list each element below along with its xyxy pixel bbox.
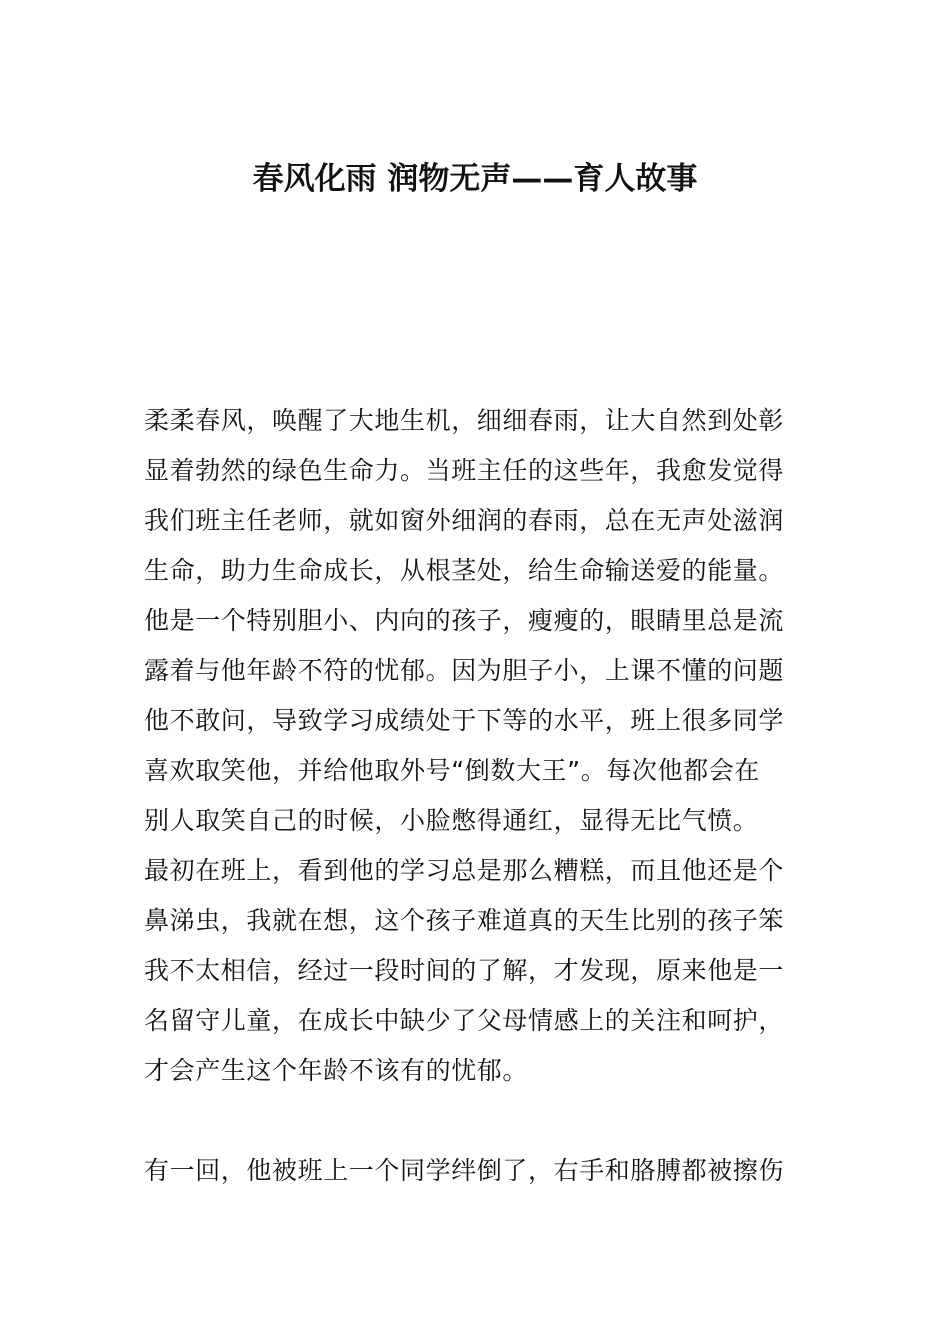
- body-line: 我们班主任老师，就如窗外细润的春雨，总在无声处滋润: [144, 506, 785, 535]
- body-line: 他不敢问，导致学习成绩处于下等的水平，班上很多同学: [144, 706, 785, 735]
- body-line: 柔柔春风，唤醒了大地生机，细细春雨，让大自然到处彰: [144, 406, 785, 435]
- body-line: 喜欢取笑他，并给他取外号“倒数大王”。每次他都会在: [144, 756, 760, 785]
- body-line: 有一回，他被班上一个同学绊倒了，右手和胳膊都被擦伤: [144, 1156, 785, 1185]
- body-line: 生命，助力生命成长，从根茎处，给生命输送爱的能量。: [144, 556, 785, 585]
- body-line: 名留守儿童，在成长中缺少了父母情感上的关注和呵护，: [144, 1006, 785, 1035]
- body-line: 他是一个特别胆小、内向的孩子，瘦瘦的，眼睛里总是流: [144, 606, 785, 635]
- document-title: 春风化雨 润物无声——育人故事: [252, 161, 698, 197]
- body-line: 最初在班上，看到他的学习总是那么糟糕，而且他还是个: [144, 856, 785, 885]
- paragraph-gap: [144, 1096, 814, 1146]
- document-body: [144, 396, 814, 1196]
- body-line: 鼻涕虫，我就在想，这个孩子难道真的天生比别的孩子笨: [144, 906, 785, 935]
- body-line: 才会产生这个年龄不该有的忧郁。: [144, 1056, 529, 1085]
- body-line: 我不太相信，经过一段时间的了解，才发现，原来他是一: [144, 956, 785, 985]
- body-line: 别人取笑自己的时候，小脸憋得通红，显得无比气愤。: [144, 806, 759, 835]
- body-line: 显着勃然的绿色生命力。当班主任的这些年，我愈发觉得: [144, 456, 785, 485]
- body-line: 露着与他年龄不符的忧郁。因为胆子小，上课不懂的问题: [144, 656, 785, 685]
